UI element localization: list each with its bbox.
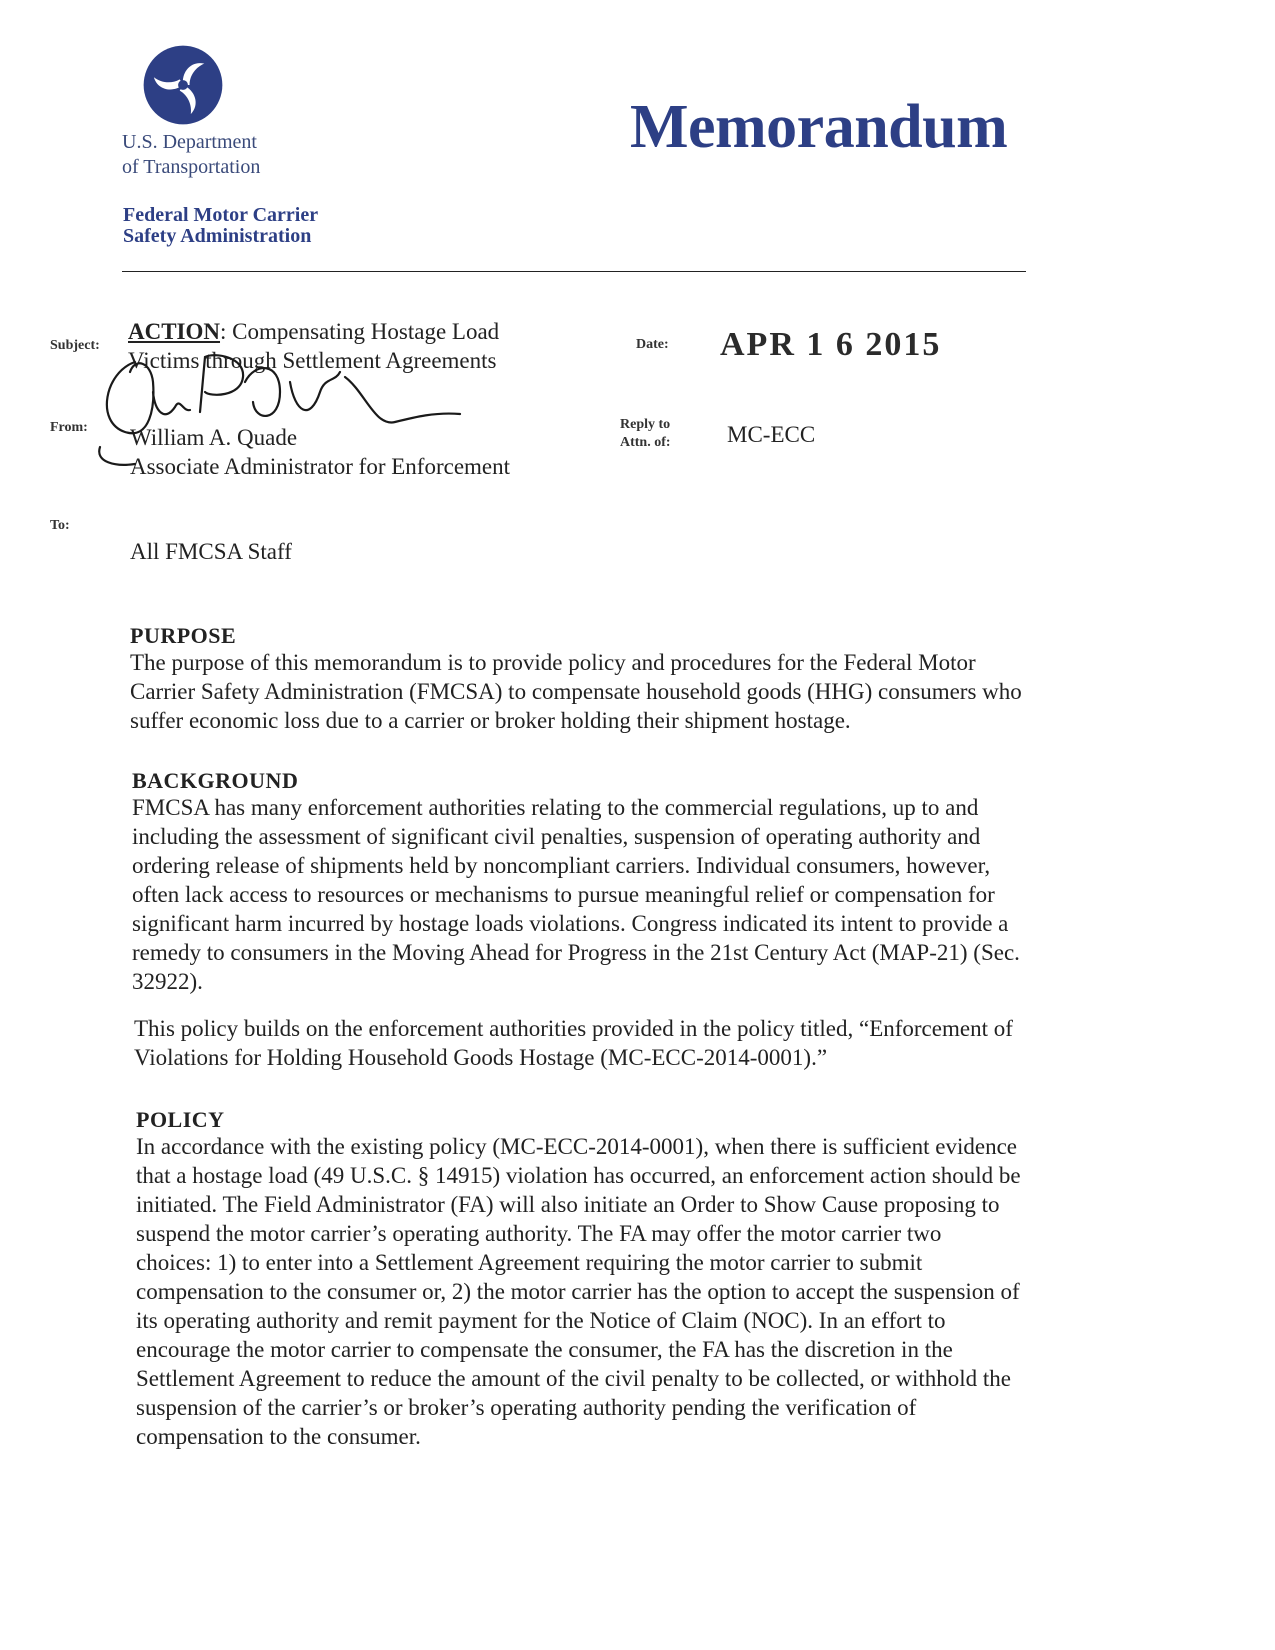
paragraph-line: Settlement Agreement to reduce the amount of the civil penalty to be collected, or withhold the [136, 1366, 1012, 1391]
paragraph-line: choices: 1) to enter into a Settlement Agreement requiring the motor carrier to submit [136, 1250, 923, 1275]
paragraph-line: its operating authority and remit payment for the Notice of Claim (NOC). In an effort to [136, 1308, 946, 1333]
agency-line-1: Federal Motor Carrier [123, 204, 319, 226]
to-label: To: [50, 518, 70, 533]
memo-title: Memorandum [630, 93, 1008, 161]
paragraph-line: compensation to the consumer. [136, 1424, 421, 1449]
policy-heading: POLICY [136, 1107, 225, 1132]
paragraph-line: ordering release of shipments held by noncompliant carriers. Individual consumers, however, [132, 853, 991, 878]
dot-triskelion-logo-icon [142, 44, 224, 126]
paragraph-line: remedy to consumers in the Moving Ahead for Progress in the 21st Century Act (MAP-21) (Sec. [132, 940, 1020, 965]
paragraph-line: FMCSA has many enforcement authorities relating to the commercial regulations, up to and [132, 795, 979, 820]
from-label: From: [50, 420, 88, 435]
paragraph-line: This policy builds on the enforcement authorities provided in the policy titled, “Enforcement of [134, 1016, 1013, 1041]
purpose-heading: PURPOSE [130, 623, 237, 648]
policy-paragraph [136, 1132, 1086, 1451]
to-value: All FMCSA Staff [130, 539, 292, 564]
reply-to-label-line-1: Reply to [620, 417, 671, 432]
paragraph-line: The purpose of this memorandum is to provide policy and procedures for the Federal Motor [130, 650, 976, 675]
policy-reference-paragraph [134, 1014, 1084, 1072]
paragraph-line: suspension of the carrier’s or broker’s operating authority pending the verification of [136, 1395, 917, 1420]
department-line-2: of Transportation [122, 156, 261, 178]
from-title: Associate Administrator for Enforcement [130, 454, 511, 479]
header-divider [122, 271, 1026, 272]
reply-to-label [620, 416, 671, 452]
reply-to-value: MC-ECC [727, 422, 816, 447]
paragraph-line: compensation to the consumer or, 2) the motor carrier has the option to accept the suspension of [136, 1279, 1020, 1304]
paragraph-line: suspend the motor carrier’s operating authority. The FA may offer the motor carrier two [136, 1221, 942, 1246]
subject-line-2: Victims through Settlement Agreements [128, 348, 497, 373]
paragraph-line: Carrier Safety Administration (FMCSA) to compensate household goods (HHG) consumers who [130, 679, 1022, 704]
purpose-paragraph [130, 648, 1080, 735]
subject-line-1 [128, 317, 499, 346]
background-paragraph [132, 793, 1082, 996]
date-label: Date: [636, 337, 669, 352]
from-name: William A. Quade [130, 425, 298, 450]
paragraph-line: 32922). [132, 969, 203, 994]
paragraph-line: In accordance with the existing policy (MC-ECC-2014-0001), when there is sufficient evidence [136, 1134, 1017, 1159]
paragraph-line: encourage the motor carrier to compensate the consumer, the FA has the discretion in the [136, 1337, 953, 1362]
paragraph-line: initiated. The Field Administrator (FA) will also initiate an Order to Show Cause proposing to [136, 1192, 1000, 1217]
handwritten-signature [95, 352, 465, 472]
date-stamp: APR 1 6 2015 [720, 326, 942, 363]
department-name [122, 130, 260, 180]
agency-name [123, 205, 318, 247]
subject-label: Subject: [50, 338, 100, 353]
paragraph-line: that a hostage load (49 U.S.C. § 14915) violation has occurred, an enforcement action should be [136, 1163, 1021, 1188]
action-keyword: ACTION [128, 319, 221, 344]
agency-line-2: Safety Administration [123, 225, 312, 247]
subject-line-1-rest: : Compensating Hostage Load [220, 319, 500, 344]
paragraph-line: significant harm incurred by hostage loads violations. Congress indicated its intent to provide a [132, 911, 1009, 936]
department-line-1: U.S. Department [122, 131, 257, 153]
paragraph-line: Violations for Holding Household Goods Hostage (MC-ECC-2014-0001).” [134, 1045, 828, 1070]
background-heading: BACKGROUND [132, 768, 299, 793]
paragraph-line: including the assessment of significant civil penalties, suspension of operating authority and [132, 824, 981, 849]
paragraph-line: often lack access to resources or mechanisms to pursue meaningful relief or compensation for [132, 882, 995, 907]
reply-to-label-line-2: Attn. of: [620, 435, 671, 450]
paragraph-line: suffer economic loss due to a carrier or broker holding their shipment hostage. [130, 708, 851, 733]
